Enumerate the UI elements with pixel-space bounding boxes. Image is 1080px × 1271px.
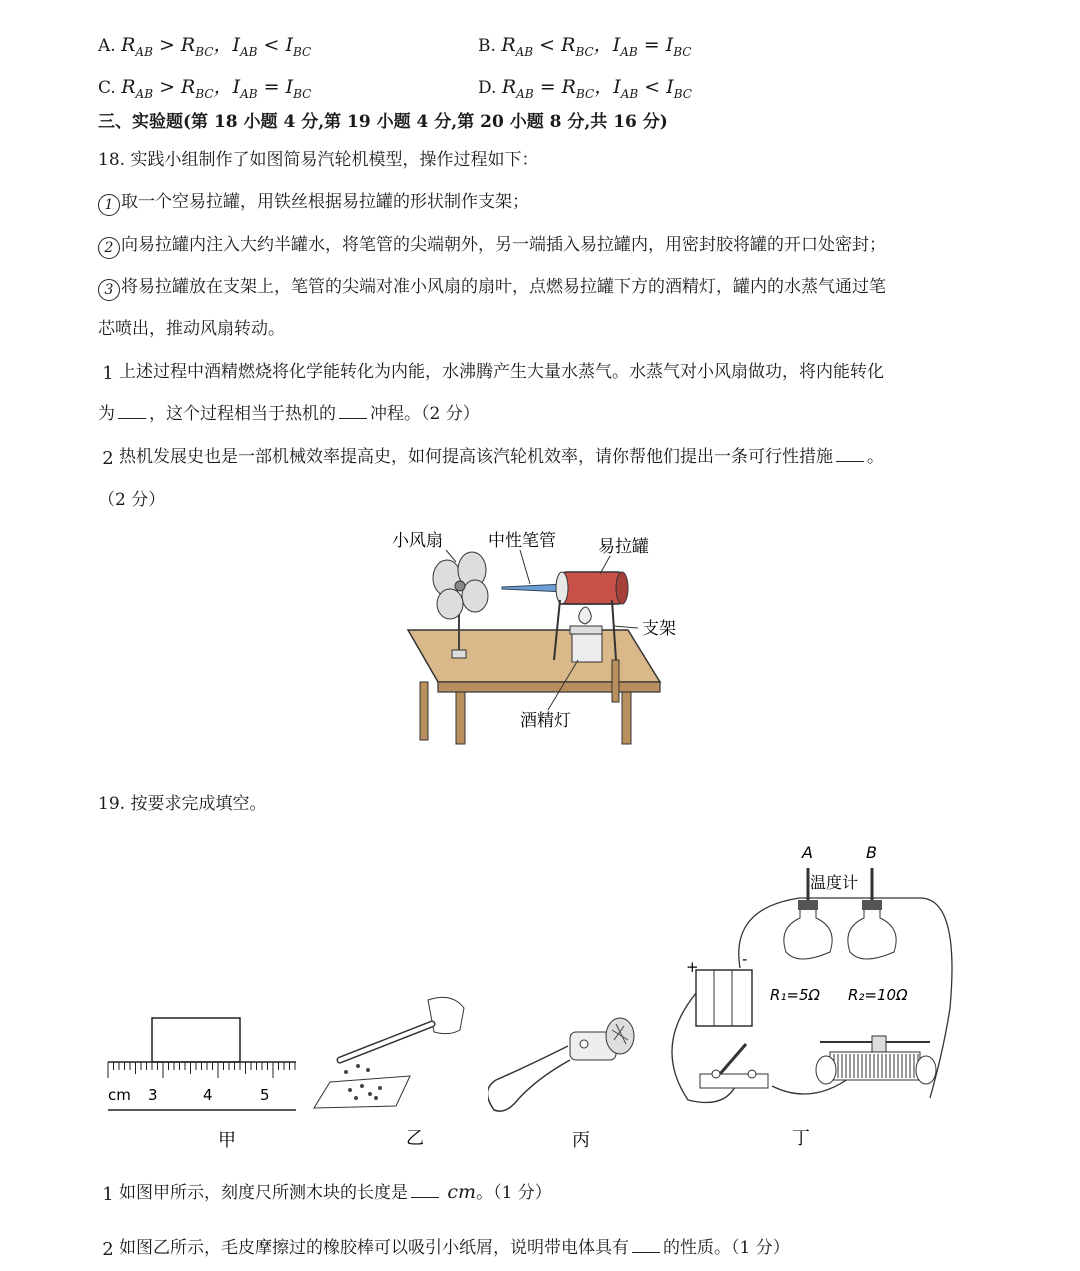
- q18-step-2: 2 向易拉罐内注入大约半罐水，将笔管的尖端朝外，另一端插入易拉罐内，用密封胶将罐的开口处密封；: [98, 233, 886, 259]
- step-number: 3: [98, 279, 120, 301]
- option-letter: B.: [478, 36, 496, 56]
- q18-part-2: 2 热机发展史也是一部机械效率提高史，如何提高该汽轮机效率，请你帮他们提出一条可行性措施 。: [98, 445, 884, 469]
- q18-part-1-cont: 为 ，这个过程相当于热机的 冲程。（2 分）: [98, 404, 480, 424]
- answer-blank[interactable]: [836, 447, 864, 462]
- part-number: 1: [102, 363, 114, 384]
- q19-part-2: 2 如图乙所示，毛皮摩擦过的橡胶棒可以吸引小纸屑，说明带电体具有 的性质。（1 分）: [98, 1236, 790, 1260]
- answer-blank[interactable]: [118, 404, 146, 419]
- label-fan: 小风扇: [392, 531, 443, 551]
- battery-minus: -: [742, 950, 748, 968]
- label-r2: R₂=10Ω: [848, 986, 908, 1004]
- answer-blank[interactable]: [411, 1183, 439, 1198]
- ruler-ticks: [108, 1062, 295, 1078]
- battery-plus: +: [686, 958, 699, 976]
- dryer-figure: [488, 1010, 658, 1160]
- q18-intro: 18. 实践小组制作了如图简易汽轮机模型，操作过程如下：: [98, 150, 539, 170]
- step-number: 2: [98, 237, 120, 259]
- q18-step-1: 1 取一个空易拉罐，用铁丝根据易拉罐的形状制作支架；: [98, 190, 529, 216]
- label-stand: 支架: [642, 619, 676, 639]
- tick-label-4: 4: [203, 1086, 213, 1104]
- turbine-figure: [380, 520, 680, 750]
- option-letter: D.: [478, 78, 497, 98]
- tick-label-3: 3: [148, 1086, 158, 1104]
- option-c: C. $R_{AB} > R_{BC}$，$I_{AB} = I_{BC}$: [98, 76, 312, 101]
- label-b: B: [866, 843, 877, 862]
- label-thermometer: 温度计: [810, 873, 859, 892]
- ruler-unit: cm: [108, 1086, 131, 1104]
- part-number: 2: [102, 1239, 114, 1260]
- option-b: B. $R_{AB} < R_{BC}$，$I_{AB} = I_{BC}$: [478, 34, 692, 59]
- option-letter: A.: [98, 36, 116, 56]
- option-a: A. $R_{AB} > R_{BC}$，$I_{AB} < I_{BC}$: [98, 34, 312, 59]
- option-letter: C.: [98, 78, 116, 98]
- ruler-figure: [100, 1010, 305, 1160]
- part-number: 2: [102, 448, 114, 469]
- battery-icon: [696, 970, 752, 1026]
- caption-yi: 乙: [406, 1128, 424, 1149]
- q18-part-1: 1 上述过程中酒精燃烧将化学能转化为内能，水沸腾产生大量水蒸气。水蒸气对小风扇做功，将内能转化: [98, 360, 884, 384]
- rheostat-icon: [816, 1036, 936, 1084]
- q19-intro: 19. 按要求完成填空。: [98, 794, 267, 814]
- label-can: 易拉罐: [598, 537, 649, 557]
- step-number: 1: [98, 194, 120, 216]
- answer-blank[interactable]: [632, 1238, 660, 1253]
- section-heading: 三、实验题(第 18 小题 4 分,第 19 小题 4 分,第 20 小题 8 分,共 16 分): [98, 112, 668, 132]
- q18-part-2-cont: （2 分）: [98, 490, 166, 510]
- caption-ding: 丁: [792, 1128, 810, 1149]
- answer-blank[interactable]: [339, 404, 367, 419]
- q18-step-3: 3 将易拉罐放在支架上，笔管的尖端对准小风扇的扇叶，点燃易拉罐下方的酒精灯，罐内的水蒸气通过笔: [98, 275, 886, 301]
- rod-figure: [310, 990, 470, 1160]
- part-number: 1: [102, 1184, 114, 1205]
- label-a: A: [802, 843, 813, 862]
- caption-bing: 丙: [572, 1130, 590, 1151]
- switch-icon: [700, 1044, 768, 1088]
- fan-icon: [433, 552, 488, 619]
- label-r1: R₁=5Ω: [770, 986, 821, 1004]
- label-pen: 中性笔管: [488, 531, 556, 551]
- q19-part-1: 1 如图甲所示，刻度尺所测木块的长度是 cm。（1 分）: [98, 1180, 552, 1205]
- label-lamp: 酒精灯: [520, 711, 571, 731]
- circuit-figure: [660, 838, 960, 1158]
- q18-step-3-cont: 芯喷出，推动风扇转动。: [98, 319, 285, 339]
- caption-jia: 甲: [218, 1130, 236, 1151]
- option-d: D. $R_{AB} = R_{BC}$，$I_{AB} < I_{BC}$: [478, 76, 692, 101]
- tick-label-5: 5: [260, 1086, 270, 1104]
